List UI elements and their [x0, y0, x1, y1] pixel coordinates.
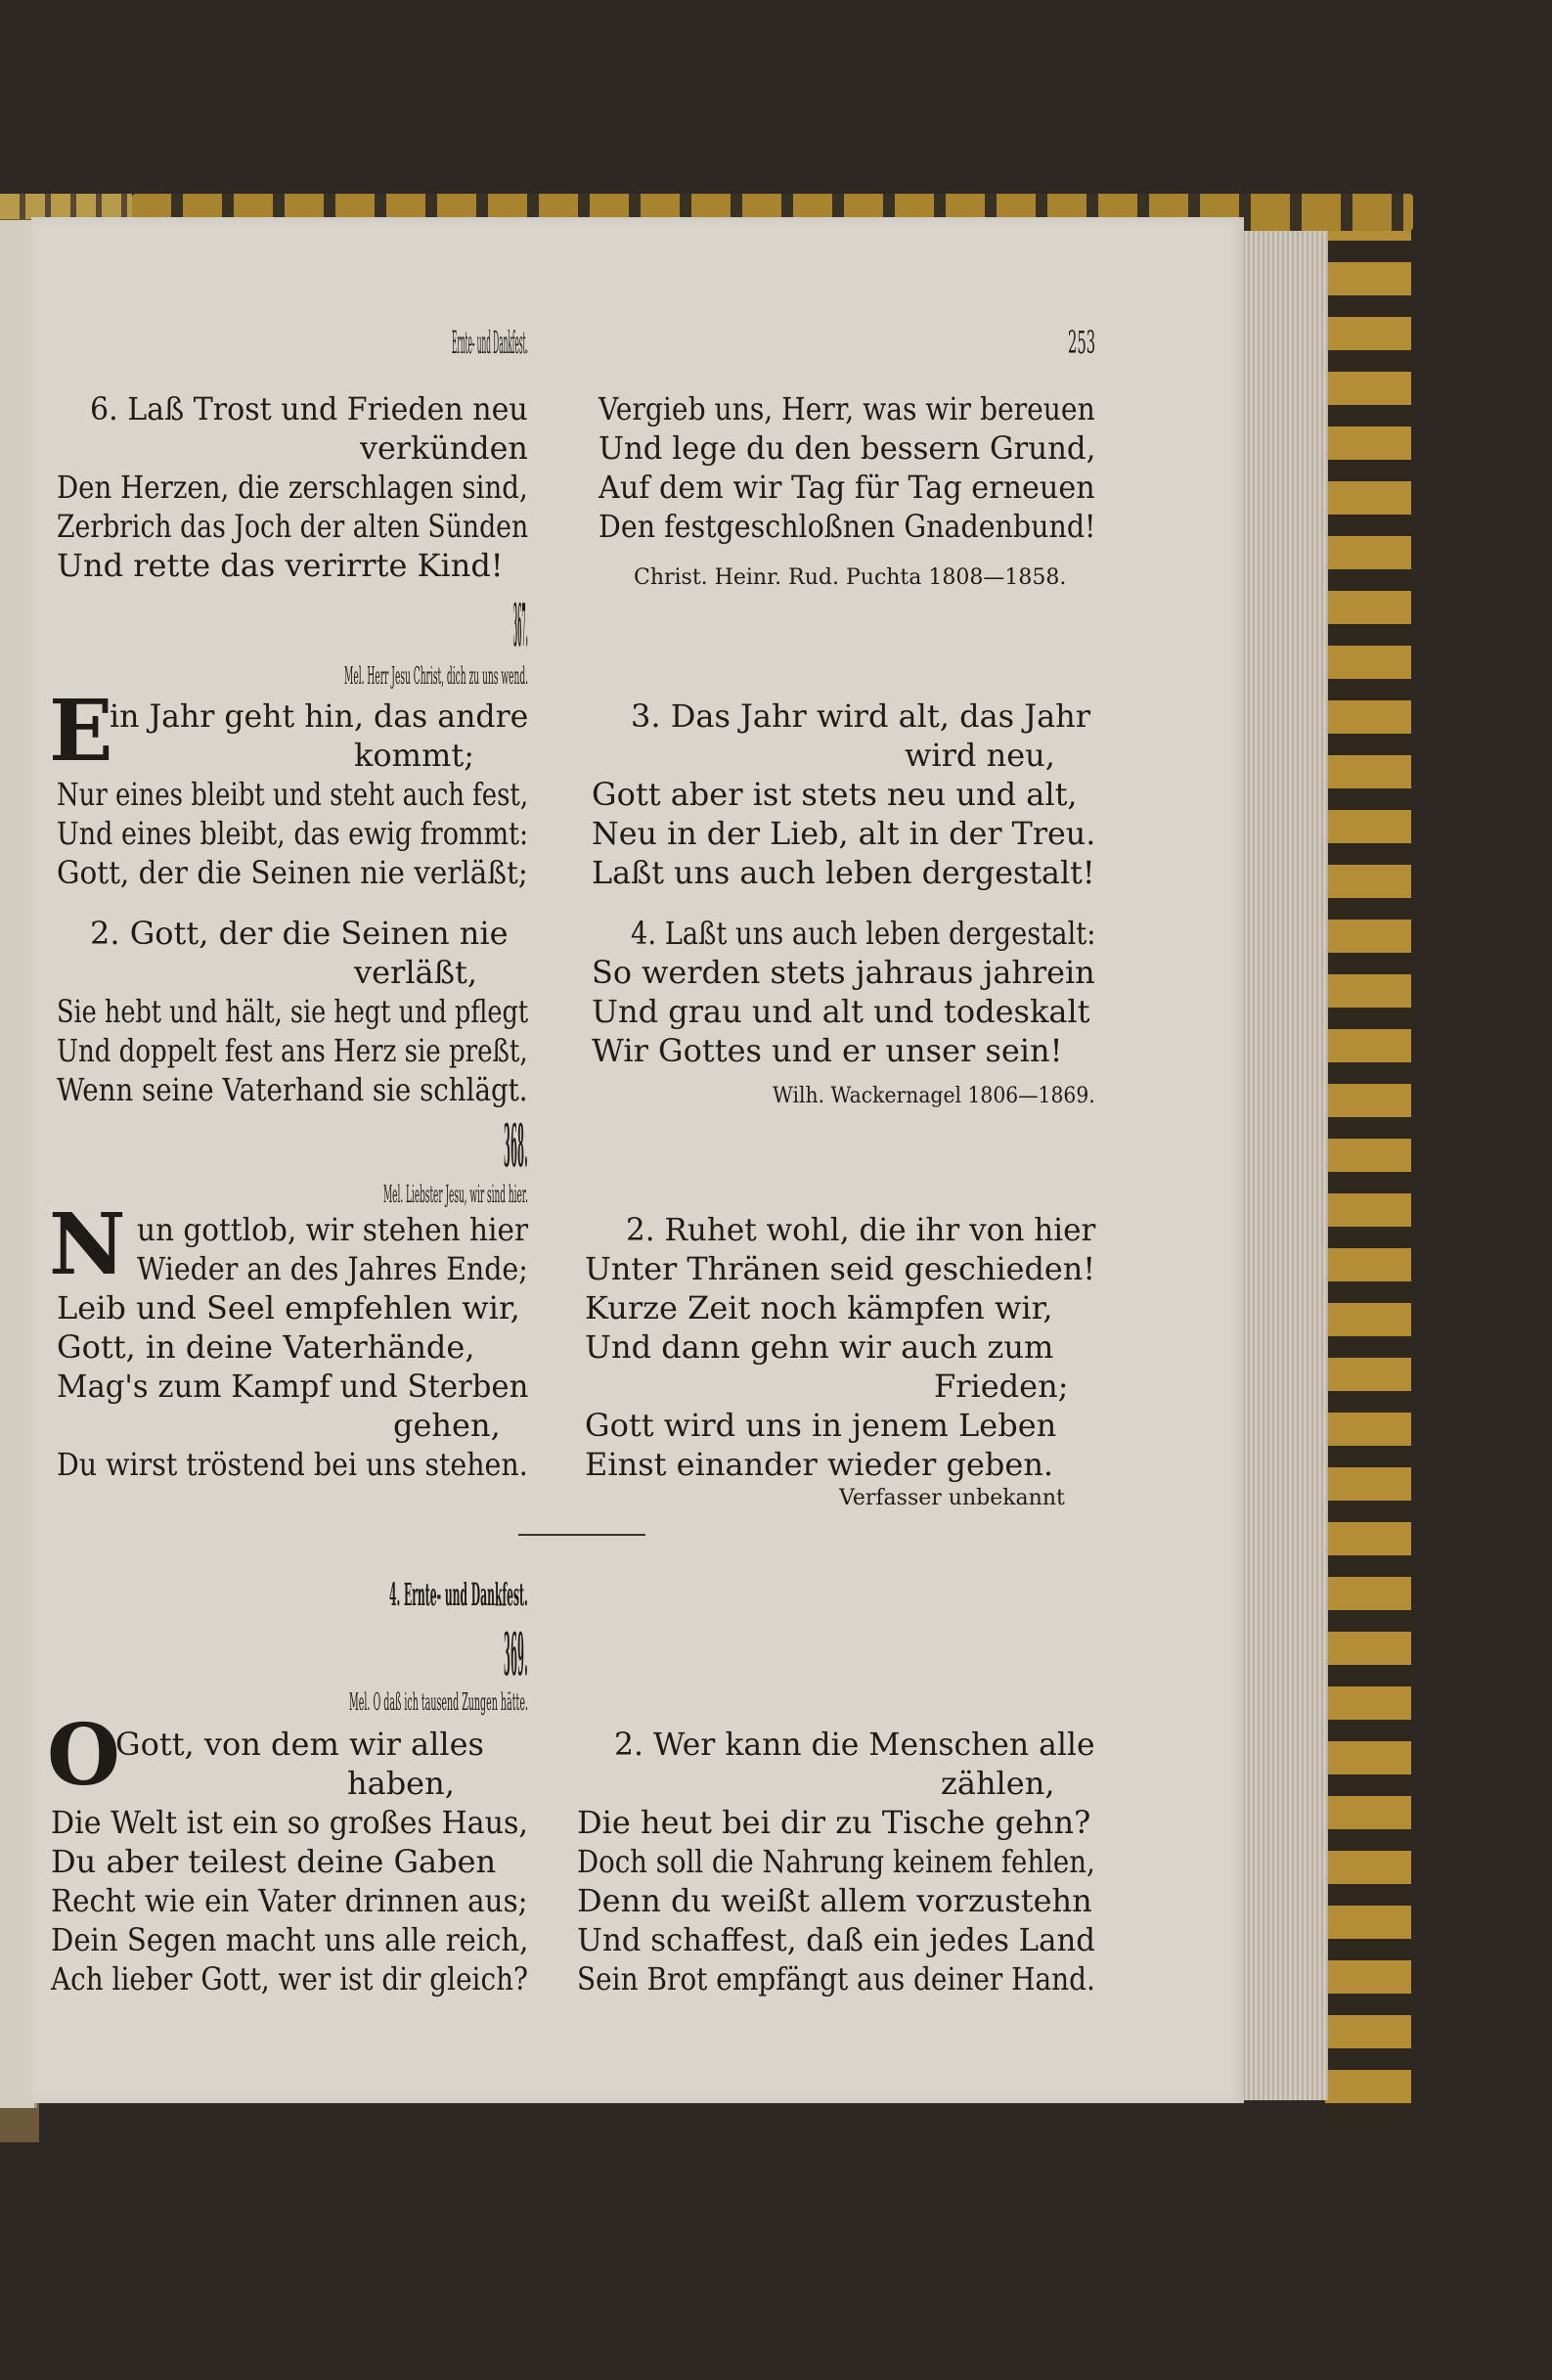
section-divider: [518, 1534, 645, 1536]
verse-line: Den Herzen, die zerschlagen sind,: [57, 469, 528, 506]
verse-line: Ach lieber Gott, wer ist dir gleich?: [51, 1960, 528, 1998]
verse-line: Sein Brot empfängt aus deiner Hand.: [577, 1960, 1095, 1998]
verse-line: 2. Wer kann die Menschen alle: [614, 1726, 1095, 1763]
verse-line: Und lege du den bessern Grund,: [599, 429, 1096, 467]
verse-line: Sie hebt und hält, sie hegt und pflegt: [57, 993, 529, 1030]
verse-line: gehen,: [393, 1407, 501, 1444]
verse-line: Frieden;: [934, 1368, 1069, 1405]
verse-line: Gott, der die Seinen nie verläßt;: [57, 854, 528, 891]
verse-line: Wieder an des Jahres Ende;: [137, 1250, 528, 1287]
verse-line: 2. Gott, der die Seinen nie: [90, 915, 509, 952]
drop-initial: E: [49, 682, 113, 781]
verse-line: Neu in der Lieb, alt in der Treu.: [592, 815, 1096, 852]
verse-line: Dein Segen macht uns alle reich,: [51, 1921, 529, 1958]
melody-note: Mel. Liebster Jesu, wir sind hier.: [383, 1181, 528, 1208]
verse-line: Recht wie ein Vater drinnen aus;: [51, 1882, 528, 1919]
verse-line: verkünden: [360, 429, 528, 467]
verse-line: 3. Das Jahr wird alt, das Jahr: [631, 697, 1091, 735]
hymn-author: Christ. Heinr. Rud. Puchta 1808—1858.: [634, 565, 1067, 590]
drop-initial: N: [49, 1195, 126, 1294]
verse-line: Auf dem wir Tag für Tag erneuen: [599, 469, 1095, 506]
verse-line: Unter Thränen seid geschieden!: [585, 1250, 1096, 1287]
verse-line: Laßt uns auch leben dergestalt!: [592, 854, 1095, 891]
drop-initial: O: [47, 1706, 120, 1805]
verse-line: Und doppelt fest ans Herz sie preßt,: [57, 1032, 528, 1069]
running-head: Ernte- und Dankfest.: [452, 324, 528, 361]
verse-line: 6. Laß Trost und Frieden neu: [90, 390, 528, 427]
gilt-edge-right: [1325, 207, 1411, 2125]
verse-line: Nur eines bleibt und steht auch fest,: [57, 776, 529, 813]
verse-line: Leib und Seel empfehlen wir,: [57, 1289, 520, 1326]
verse-line: Und grau und alt und todeskalt: [592, 993, 1090, 1030]
verse-line: Und rette das verirrte Kind!: [57, 547, 504, 584]
verse-line: Und dann gehn wir auch zum: [585, 1328, 1054, 1366]
verse-line: Wir Gottes und er unser sein!: [592, 1032, 1063, 1069]
verse-line: Vergieb uns, Herr, was wir bereuen: [599, 390, 1095, 427]
verse-line: Einst einander wieder geben.: [585, 1446, 1054, 1483]
verse-line: zählen,: [941, 1765, 1055, 1802]
verse-line: Wenn seine Vaterhand sie schlägt.: [57, 1071, 528, 1108]
verse-line: in Jahr geht hin, das andre: [110, 697, 529, 735]
hymn-number: 368.: [504, 1112, 528, 1181]
section-heading: 4. Ernte- und Dankfest.: [389, 1576, 528, 1613]
verse-line: Du aber teilest deine Gaben: [51, 1843, 497, 1880]
verse-line: Gott, in deine Vaterhände,: [57, 1328, 475, 1366]
verse-line: Gott aber ist stets neu und alt,: [592, 776, 1078, 813]
hymn-number: 367.: [513, 592, 528, 660]
verse-line: Die heut bei dir zu Tische gehn?: [577, 1804, 1091, 1841]
verse-line: Den festgeschloßnen Gnadenbund!: [599, 508, 1096, 545]
page-number: 253: [1068, 324, 1096, 361]
verse-line: wird neu,: [905, 737, 1055, 774]
verse-line: Kurze Zeit noch kämpfen wir,: [585, 1289, 1053, 1326]
verse-line: Doch soll die Nahrung keinem fehlen,: [577, 1843, 1095, 1880]
verse-line: verläßt,: [354, 954, 478, 991]
hymn-author: Verfasser unbekannt: [839, 1486, 1065, 1510]
melody-note: Mel. Herr Jesu Christ, dich zu uns wend.: [344, 662, 529, 690]
verse-line: haben,: [347, 1765, 455, 1802]
verse-line: Und eines bleibt, das ewig frommt:: [57, 815, 529, 852]
hymn-author: Wilh. Wackernagel 1806—1869.: [773, 1084, 1095, 1108]
verse-line: un gottlob, wir stehen hier: [137, 1211, 529, 1248]
verse-line: Du wirst tröstend bei uns stehen.: [57, 1446, 528, 1483]
verse-line: Gott wird uns in jenem Leben: [585, 1407, 1057, 1444]
hymn-number: 369.: [504, 1621, 528, 1689]
verse-line: 4. Laßt uns auch leben dergestalt:: [631, 915, 1096, 952]
verse-line: kommt;: [354, 737, 474, 774]
verse-line: Mag's zum Kampf und Sterben: [57, 1368, 529, 1405]
verse-line: Und schaffest, daß ein jedes Land: [577, 1921, 1095, 1958]
verse-line: Denn du weißt allem vorzustehn: [577, 1882, 1092, 1919]
gilt-edge-left: [0, 194, 132, 219]
verse-line: Gott, von dem wir alles: [115, 1726, 484, 1763]
melody-note: Mel. O daß ich tausend Zungen hätte.: [349, 1688, 528, 1716]
verse-line: 2. Ruhet wohl, die ihr von hier: [626, 1211, 1096, 1248]
page-stack-edges: [1240, 220, 1328, 2100]
verse-line: Die Welt ist ein so großes Haus,: [51, 1804, 528, 1841]
verse-line: So werden stets jahraus jahrein: [592, 954, 1095, 991]
verse-line: Zerbrich das Joch der alten Sünden: [57, 508, 529, 545]
